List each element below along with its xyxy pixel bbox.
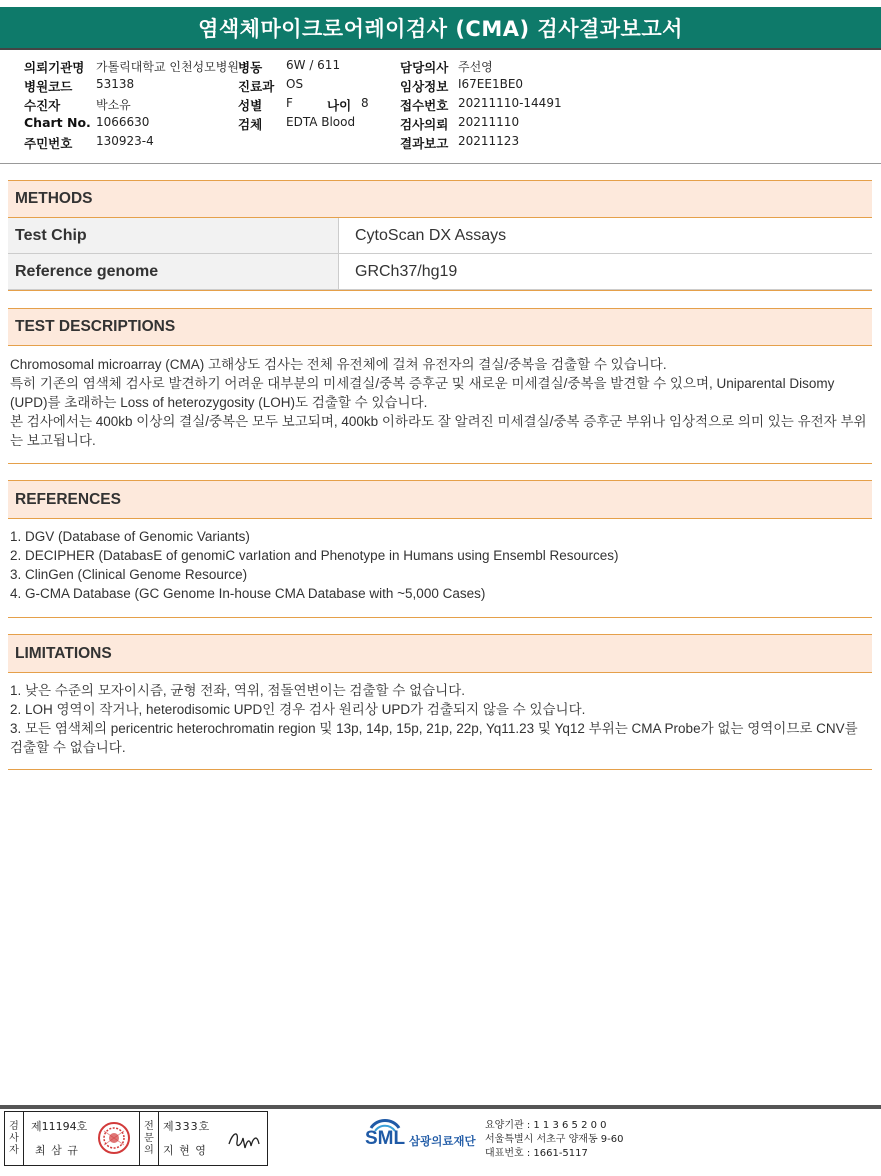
info-label: 접수번호 xyxy=(400,98,449,113)
info-sex xyxy=(238,96,293,114)
signature-box xyxy=(4,1111,268,1166)
info-value: OS xyxy=(286,77,304,91)
info-label: 검체 xyxy=(238,117,263,132)
info-doctor xyxy=(400,58,493,76)
methods-table xyxy=(8,218,872,290)
info-value: 6W / 611 xyxy=(286,58,341,72)
test-descriptions-section xyxy=(8,308,872,346)
info-value: 53138 xyxy=(96,77,135,91)
section-divider xyxy=(8,463,872,464)
references-list xyxy=(10,527,872,603)
info-label: 병원코드 xyxy=(24,79,73,94)
approver-label: 전문의 xyxy=(139,1112,159,1165)
info-label: 결과보고 xyxy=(400,136,449,151)
examiner-license-no: 제11194호 xyxy=(31,1120,88,1133)
org-code: 요양기관 : 1 1 3 6 5 2 0 0 xyxy=(485,1120,607,1131)
info-label: 의뢰기관명 xyxy=(24,60,85,75)
list-item: 4. G-CMA Database (GC Genome In-house CMA Database with ~5,000 Cases) xyxy=(10,586,486,601)
limitations-section xyxy=(8,634,872,673)
info-value: 1066630 xyxy=(96,115,150,129)
info-patient-name xyxy=(24,96,131,114)
approver-name: 지 현 영 xyxy=(163,1144,207,1157)
list-item: 1. DGV (Database of Genomic Variants) xyxy=(10,529,250,544)
info-specimen xyxy=(238,115,356,133)
methods-value: GRCh37/hg19 xyxy=(339,254,873,290)
info-institution xyxy=(24,58,239,76)
info-ward xyxy=(238,58,341,76)
info-value: I67EE1BE0 xyxy=(458,77,524,91)
test-descriptions-body xyxy=(10,355,872,450)
org-phone: 대표번호 : 1661-5117 xyxy=(485,1148,588,1159)
description-paragraph: 본 검사에서는 400kb 이상의 결실/중복은 모두 보고되며, 400kb 이하라도 잘 알려진 미세결실/중복 증후군 부위나 임상적으로 의미 있는 유전자 부위는 보고됩니다. xyxy=(10,414,867,448)
info-value: F xyxy=(286,96,293,110)
test-descriptions-heading: TEST DESCRIPTIONS xyxy=(8,308,872,346)
info-label: 검사의뢰 xyxy=(400,117,449,132)
section-divider xyxy=(8,290,872,291)
methods-value: CytoScan DX Assays xyxy=(339,218,873,254)
methods-label: Test Chip xyxy=(8,218,339,254)
limitations-heading: LIMITATIONS xyxy=(8,634,872,673)
info-label: 주민번호 xyxy=(24,136,73,151)
methods-heading: METHODS xyxy=(8,180,872,218)
methods-section xyxy=(8,180,872,290)
references-heading: REFERENCES xyxy=(8,480,872,519)
info-label: 병동 xyxy=(238,60,263,75)
info-label: 임상정보 xyxy=(400,79,449,94)
org-address-block xyxy=(485,1119,624,1161)
info-label: 진료과 xyxy=(238,79,275,94)
info-label: 나이 xyxy=(327,98,352,113)
info-value: 가톨릭대학교 인천성모병원 xyxy=(96,60,239,74)
description-paragraph: 특히 기존의 염색체 검사로 발견하기 어려운 대부분의 미세결실/중복 증후군 및 새로운 미세결실/중복을 발견할 수 있으며, Uniparental Disomy (UPD)를 초래하는 Loss of heterozygosity (LOH)도 검출할 수 있습니다. xyxy=(10,376,835,410)
info-report-date xyxy=(400,134,520,152)
list-item: 3. ClinGen (Clinical Genome Resource) xyxy=(10,567,248,582)
info-value: 8 xyxy=(361,96,369,110)
examiner-name: 최 삼 규 xyxy=(35,1144,79,1157)
sml-logo xyxy=(365,1118,480,1158)
patient-info-panel xyxy=(0,50,881,164)
info-value: 130923-4 xyxy=(96,134,154,148)
list-item: 2. DECIPHER (DatabasE of genomiC varIation and Phenotype in Humans using Ensembl Resources) xyxy=(10,548,619,563)
info-resident-no xyxy=(24,134,154,152)
table-row xyxy=(8,254,872,290)
limitations-list xyxy=(10,681,872,757)
list-item: 2. LOH 영역이 작거나, heterodisomic UPD인 경우 검사 원리상 UPD가 검출되지 않을 수 있습니다. xyxy=(10,702,586,717)
org-name: 삼광의료재단 xyxy=(409,1134,476,1148)
info-request-date xyxy=(400,115,520,133)
info-value: 박소유 xyxy=(96,98,131,112)
info-value: 주선영 xyxy=(458,60,493,74)
approver-license-no: 제333호 xyxy=(163,1120,211,1133)
info-hospital-code xyxy=(24,77,135,95)
info-label: Chart No. xyxy=(24,115,91,130)
info-chart-no xyxy=(24,115,150,130)
list-item: 1. 낮은 수준의 모자이시즘, 균형 전좌, 역위, 점돌연변이는 검출할 수 없습니다. xyxy=(10,683,465,698)
info-label: 성별 xyxy=(238,98,263,113)
section-divider xyxy=(8,617,872,618)
methods-label: Reference genome xyxy=(8,254,339,290)
examiner-label: 검사자 xyxy=(5,1112,24,1165)
description-paragraph: Chromosomal microarray (CMA) 고해상도 검사는 전체 유전체에 걸쳐 유전자의 결실/중복을 검출할 수 있습니다. xyxy=(10,357,667,372)
info-department xyxy=(238,77,304,95)
list-item: 3. 모든 염색체의 pericentric heterochromatin region 및 13p, 14p, 15p, 21p, 22p, Yq11.23 및 Yq12 부위는 CMA Probe가 없는 영역이므로 CNV를 검출할 수 없습니다. xyxy=(10,721,858,755)
info-clinical-info xyxy=(400,77,524,95)
org-address: 서울특별시 서초구 양재동 9-60 xyxy=(485,1134,624,1145)
info-value: 20211110-14491 xyxy=(458,96,562,110)
info-value: 20211110 xyxy=(458,115,520,129)
info-value: 20211123 xyxy=(458,134,520,148)
logo-text: SML xyxy=(365,1128,406,1149)
report-title: 염색체마이크로어레이검사 (CMA) 검사결과보고서 xyxy=(0,7,881,50)
section-divider xyxy=(8,769,872,770)
info-label: 수진자 xyxy=(24,98,61,113)
footer-divider xyxy=(0,1105,881,1109)
signature-image xyxy=(225,1124,263,1158)
references-section xyxy=(8,480,872,519)
red-seal-stamp xyxy=(96,1119,132,1157)
info-accession-no xyxy=(400,96,562,114)
info-label: 담당의사 xyxy=(400,60,449,75)
table-row xyxy=(8,218,872,254)
info-value: EDTA Blood xyxy=(286,115,356,129)
info-age xyxy=(327,96,369,114)
